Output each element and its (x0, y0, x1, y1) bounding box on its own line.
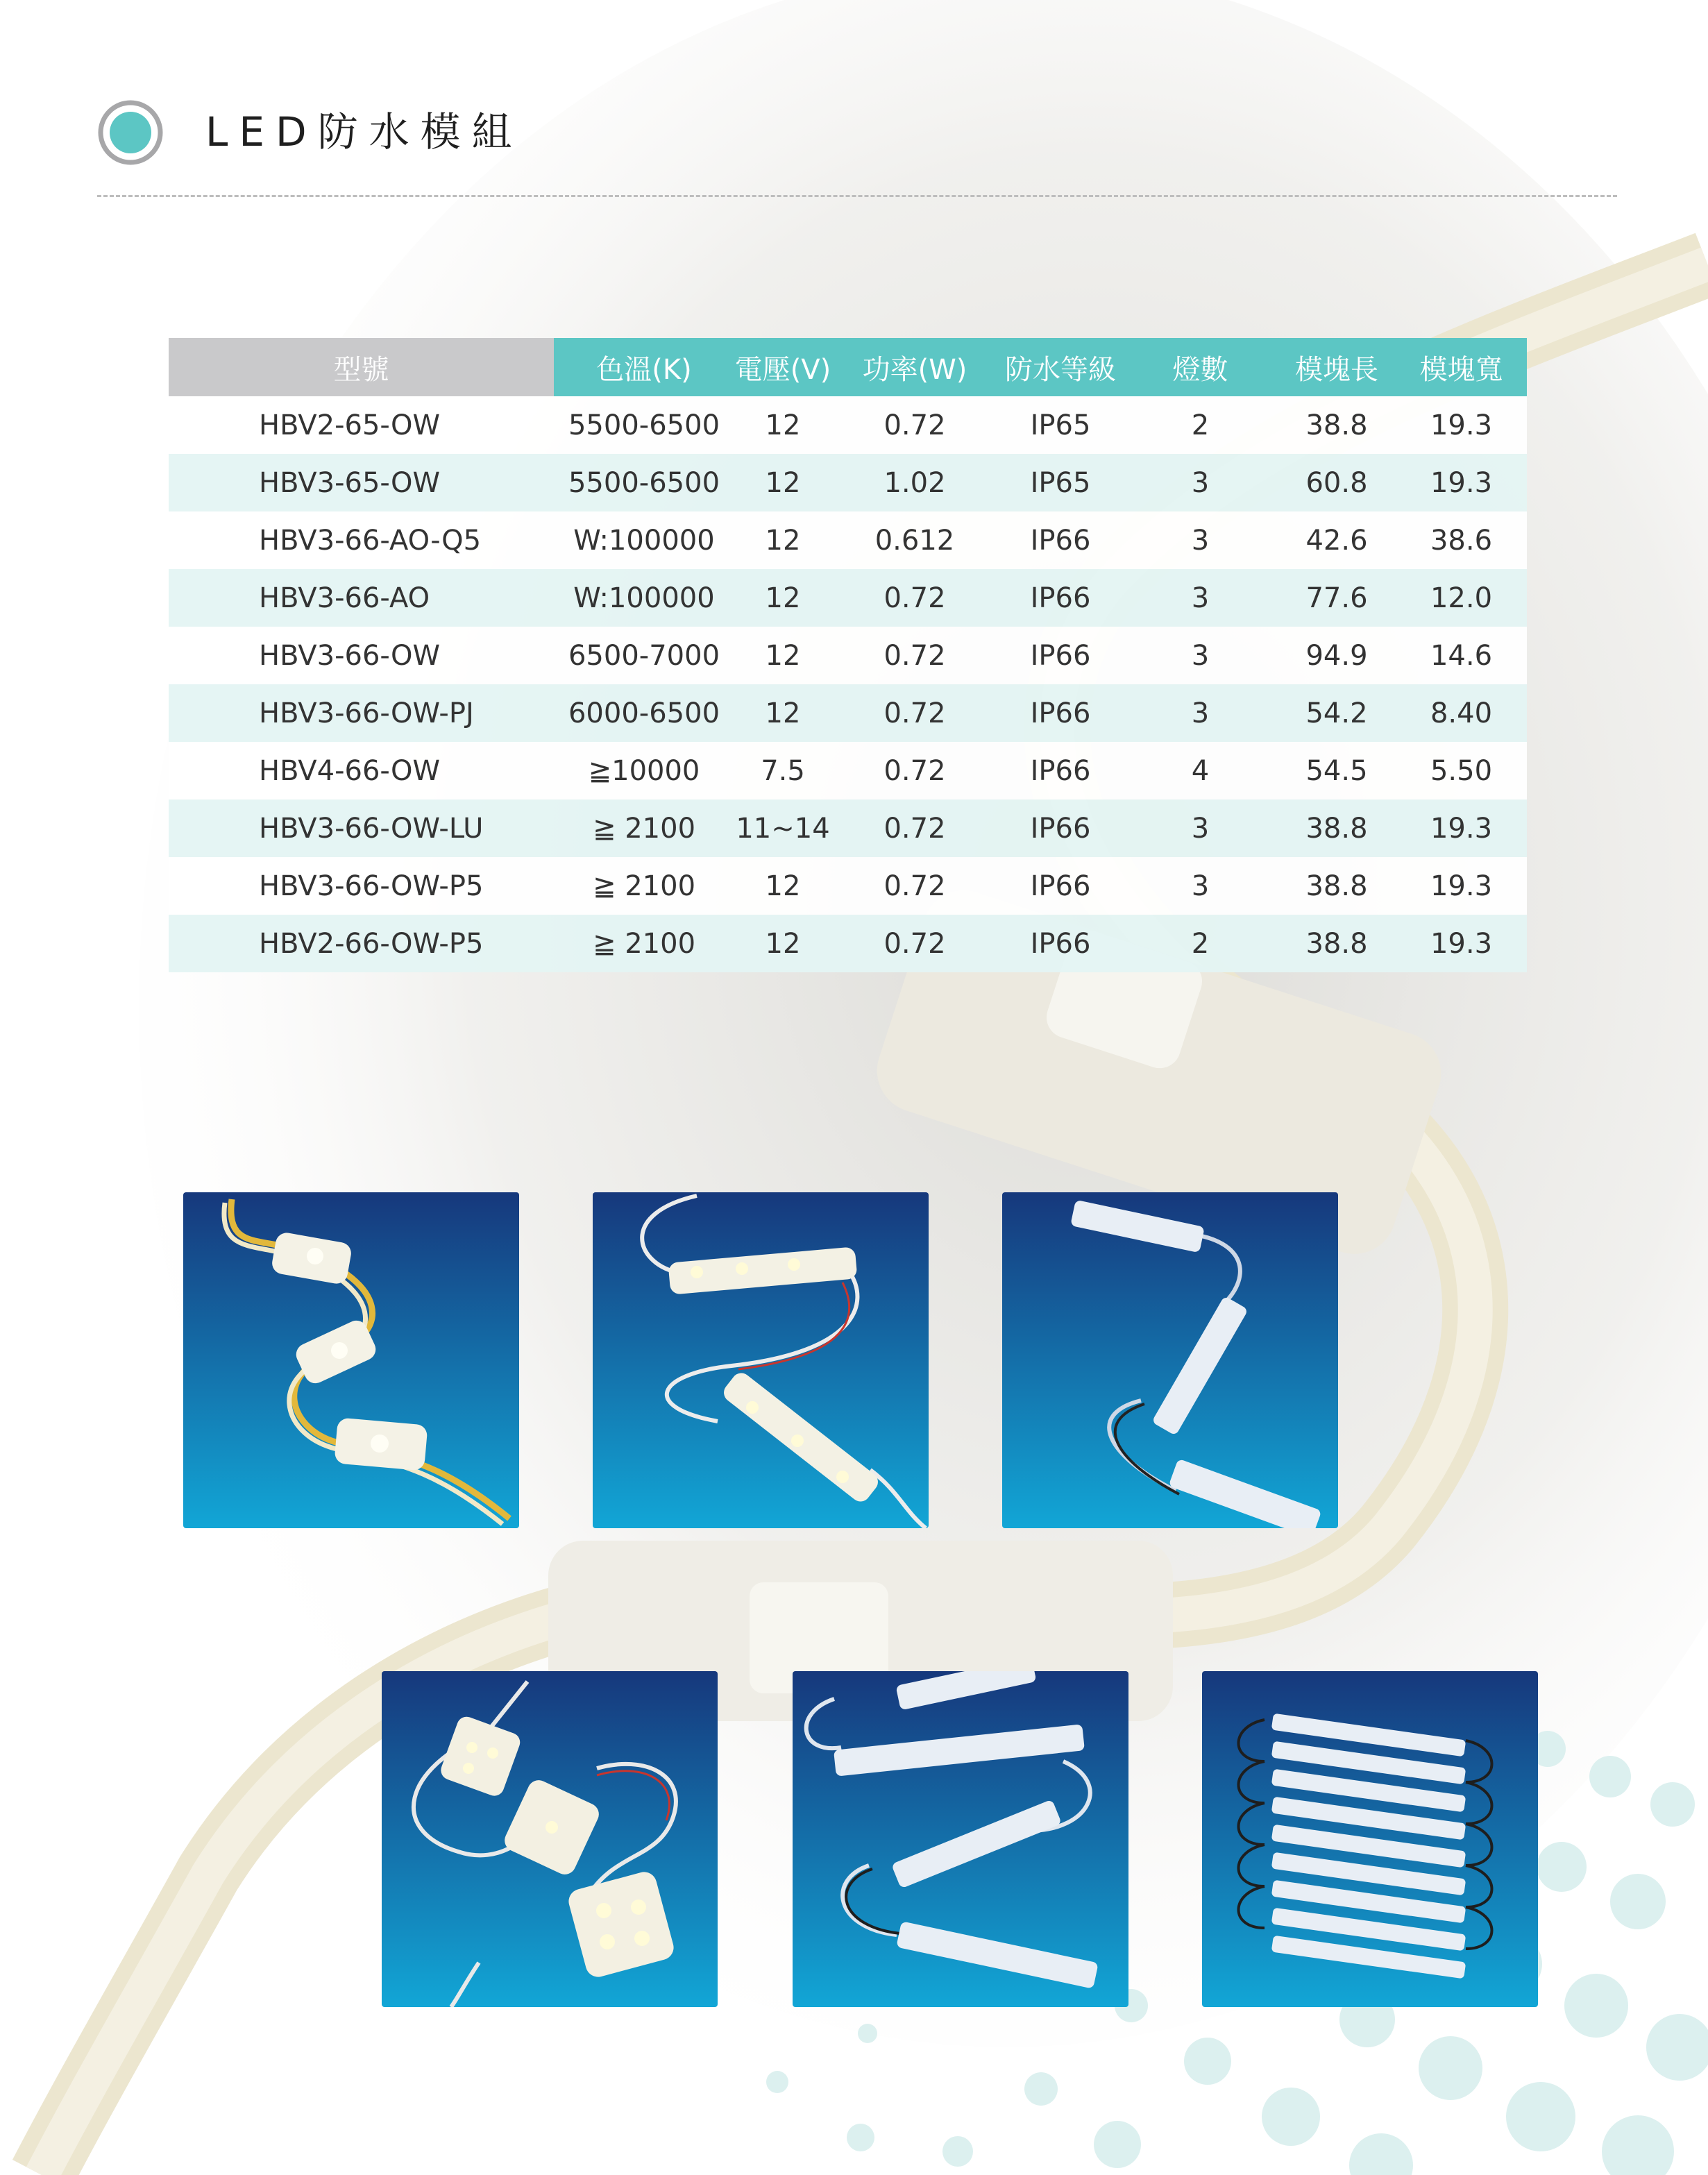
product-photo-4 (382, 1671, 718, 2007)
cell-length: 54.5 (1278, 742, 1396, 799)
page-title: LED防水模組 (205, 108, 523, 155)
product-photo-3 (1002, 1192, 1338, 1528)
table-row (169, 627, 1527, 684)
cell-ip-rating: IP65 (998, 454, 1123, 511)
cell-ip-rating: IP66 (998, 569, 1123, 627)
header-length: 模塊長 (1278, 338, 1396, 396)
header-voltage: 電壓(V) (734, 338, 831, 396)
cell-led-count: 3 (1123, 569, 1278, 627)
cell-voltage: 12 (734, 627, 831, 684)
cell-power: 0.612 (831, 511, 998, 569)
cell-ip-rating: IP66 (998, 511, 1123, 569)
cell-width: 19.3 (1396, 799, 1527, 857)
cell-color-temp: 6000-6500 (554, 684, 734, 742)
cell-width: 14.6 (1396, 627, 1527, 684)
cell-voltage: 12 (734, 684, 831, 742)
cell-length: 38.8 (1278, 396, 1396, 454)
table-row (169, 511, 1527, 569)
cell-led-count: 2 (1123, 396, 1278, 454)
section-bullet-icon (97, 99, 164, 166)
cell-led-count: 2 (1123, 915, 1278, 972)
cell-color-temp: ≧10000 (554, 742, 734, 799)
cell-width: 19.3 (1396, 857, 1527, 915)
cell-length: 77.6 (1278, 569, 1396, 627)
cell-power: 1.02 (831, 454, 998, 511)
cell-width: 19.3 (1396, 454, 1527, 511)
cell-power: 0.72 (831, 742, 998, 799)
cell-length: 54.2 (1278, 684, 1396, 742)
header-led-count: 燈數 (1123, 338, 1278, 396)
cell-width: 19.3 (1396, 915, 1527, 972)
table-header-row (169, 338, 1527, 396)
cell-voltage: 12 (734, 915, 831, 972)
cell-led-count: 3 (1123, 799, 1278, 857)
table-row (169, 799, 1527, 857)
cell-power: 0.72 (831, 857, 998, 915)
header-color-temp: 色溫(K) (554, 338, 734, 396)
table-row (169, 915, 1527, 972)
cell-model: HBV3-66-OW (169, 627, 554, 684)
cell-power: 0.72 (831, 915, 998, 972)
dashed-divider (97, 195, 1617, 197)
cell-color-temp: ≧ 2100 (554, 799, 734, 857)
cell-color-temp: W:100000 (554, 569, 734, 627)
cell-color-temp: ≧ 2100 (554, 915, 734, 972)
cell-led-count: 3 (1123, 454, 1278, 511)
cell-led-count: 3 (1123, 627, 1278, 684)
cell-power: 0.72 (831, 627, 998, 684)
cell-voltage: 12 (734, 454, 831, 511)
cell-voltage: 12 (734, 511, 831, 569)
product-photo-6 (1202, 1671, 1538, 2007)
cell-width: 5.50 (1396, 742, 1527, 799)
cell-voltage: 11~14 (734, 799, 831, 857)
product-photo-5 (793, 1671, 1128, 2007)
product-photo-2 (593, 1192, 929, 1528)
cell-width: 12.0 (1396, 569, 1527, 627)
header-width: 模塊寬 (1396, 338, 1527, 396)
cell-ip-rating: IP66 (998, 857, 1123, 915)
cell-model: HBV3-66-OW-LU (169, 799, 554, 857)
cell-voltage: 12 (734, 396, 831, 454)
cell-model: HBV2-65-OW (169, 396, 554, 454)
cell-width: 38.6 (1396, 511, 1527, 569)
cell-color-temp: ≧ 2100 (554, 857, 734, 915)
table-row (169, 396, 1527, 454)
header-power: 功率(W) (831, 338, 998, 396)
cell-model: HBV3-65-OW (169, 454, 554, 511)
table-row (169, 454, 1527, 511)
cell-ip-rating: IP66 (998, 742, 1123, 799)
cell-voltage: 12 (734, 569, 831, 627)
cell-power: 0.72 (831, 799, 998, 857)
cell-color-temp: 6500-7000 (554, 627, 734, 684)
table-row (169, 742, 1527, 799)
spec-table (169, 338, 1527, 972)
cell-model: HBV3-66-AO-Q5 (169, 511, 554, 569)
cell-ip-rating: IP65 (998, 396, 1123, 454)
cell-ip-rating: IP66 (998, 684, 1123, 742)
cell-power: 0.72 (831, 569, 998, 627)
cell-length: 42.6 (1278, 511, 1396, 569)
cell-length: 38.8 (1278, 915, 1396, 972)
table-row (169, 684, 1527, 742)
cell-length: 60.8 (1278, 454, 1396, 511)
cell-length: 38.8 (1278, 857, 1396, 915)
cell-width: 8.40 (1396, 684, 1527, 742)
table-row (169, 857, 1527, 915)
cell-power: 0.72 (831, 684, 998, 742)
cell-led-count: 3 (1123, 684, 1278, 742)
cell-led-count: 4 (1123, 742, 1278, 799)
cell-led-count: 3 (1123, 857, 1278, 915)
cell-model: HBV3-66-AO (169, 569, 554, 627)
product-photo-1 (183, 1192, 519, 1528)
cell-voltage: 12 (734, 857, 831, 915)
cell-length: 38.8 (1278, 799, 1396, 857)
cell-model: HBV4-66-OW (169, 742, 554, 799)
cell-model: HBV2-66-OW-P5 (169, 915, 554, 972)
header-model: 型號 (169, 338, 554, 396)
cell-length: 94.9 (1278, 627, 1396, 684)
cell-voltage: 7.5 (734, 742, 831, 799)
cell-color-temp: W:100000 (554, 511, 734, 569)
cell-model: HBV3-66-OW-PJ (169, 684, 554, 742)
cell-power: 0.72 (831, 396, 998, 454)
cell-led-count: 3 (1123, 511, 1278, 569)
cell-ip-rating: IP66 (998, 627, 1123, 684)
cell-ip-rating: IP66 (998, 799, 1123, 857)
cell-ip-rating: IP66 (998, 915, 1123, 972)
cell-width: 19.3 (1396, 396, 1527, 454)
cell-color-temp: 5500-6500 (554, 454, 734, 511)
header-ip-rating: 防水等級 (998, 338, 1123, 396)
cell-model: HBV3-66-OW-P5 (169, 857, 554, 915)
table-row (169, 569, 1527, 627)
cell-color-temp: 5500-6500 (554, 396, 734, 454)
